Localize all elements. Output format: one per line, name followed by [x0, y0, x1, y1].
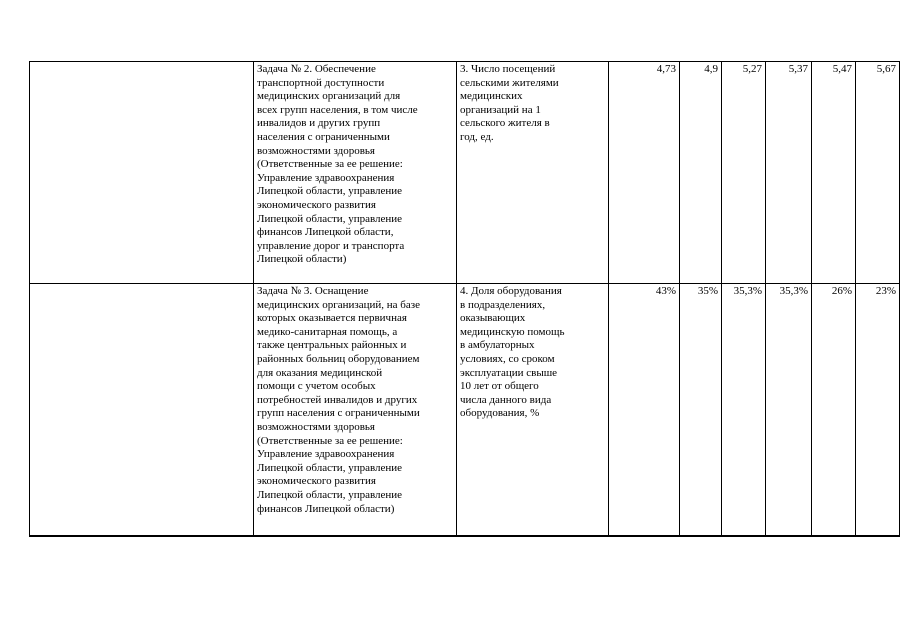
value-cell: 5,67 [856, 62, 900, 284]
task-cell: Задача № 2. Обеспечение транспортной доступности медицинских организаций для всех групп населения, в том числе инвалидов и других групп населения с ограниченными возможностями здоровья (Ответственные за ее решение: Управление здравоохранения Липецкой области, управление экономического развития Липецкой области, управление финансов Липецкой области, управление дорог и транспорта Липецкой области) [254, 62, 457, 284]
value-cell: 5,37 [766, 62, 812, 284]
value-cell: 4,9 [680, 62, 722, 284]
table-row [30, 62, 900, 284]
value-cell: 5,27 [722, 62, 766, 284]
value-cell: 35% [680, 284, 722, 536]
value-cell: 43% [609, 284, 680, 536]
value-cell: 35,3% [766, 284, 812, 536]
empty-cell [30, 62, 254, 284]
table-row [30, 284, 900, 536]
value-cell: 35,3% [722, 284, 766, 536]
indicator-cell: 3. Число посещений сельскими жителями медицинских организаций на 1 сельского жителя в год, ед. [457, 62, 609, 284]
empty-cell [30, 284, 254, 536]
indicators-table [29, 61, 900, 537]
value-cell: 23% [856, 284, 900, 536]
value-cell: 4,73 [609, 62, 680, 284]
value-cell: 26% [812, 284, 856, 536]
task-cell: Задача № 3. Оснащение медицинских организаций, на базе которых оказывается первичная медико-санитарная помощь, а также центральных районных и районных больниц оборудованием для оказания медицинской помощи с учетом особых потребностей инвалидов и других групп населения с ограниченными возможностями здоровья (Ответственные за ее решение: Управление здравоохранения Липецкой области, управление экономического развития Липецкой области, управление финансов Липецкой области) [254, 284, 457, 536]
value-cell: 5,47 [812, 62, 856, 284]
indicator-cell: 4. Доля оборудования в подразделениях, оказывающих медицинскую помощь в амбулаторных условиях, со сроком эксплуатации свыше 10 лет от общего числа данного вида оборудования, % [457, 284, 609, 536]
